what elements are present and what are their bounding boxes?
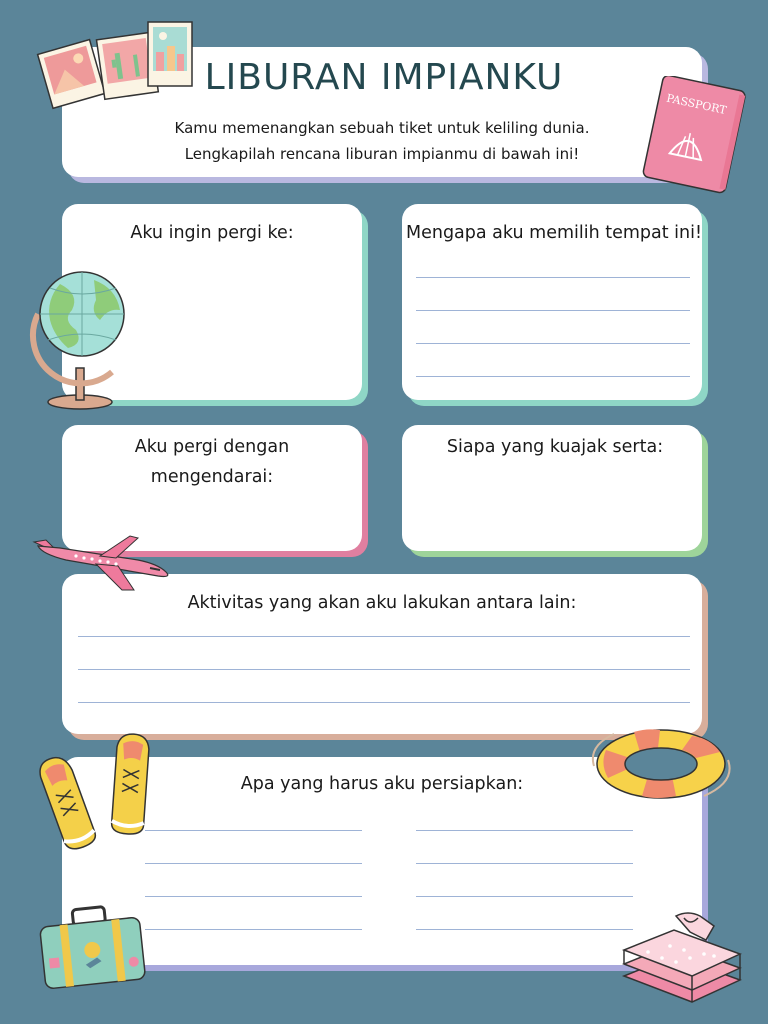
reason-label: Mengapa aku memilih tempat ini! [405,223,703,243]
lifebuoy-icon [586,720,736,808]
preparation-writing-line[interactable] [416,863,633,864]
preparation-writing-line[interactable] [145,896,362,897]
photo-polaroids-icon [36,18,196,110]
passport-icon [640,76,748,194]
reason-writing-line[interactable] [416,343,690,344]
sneakers-icon [36,730,160,854]
preparation-writing-line[interactable] [145,863,362,864]
preparation-writing-line[interactable] [145,929,362,930]
preparation-writing-line[interactable] [416,929,633,930]
preparation-writing-line[interactable] [145,830,362,831]
activities-label: Aktivitas yang akan aku lakukan antara lain: [187,593,577,613]
preparation-writing-line[interactable] [416,896,633,897]
reason-writing-line[interactable] [416,277,690,278]
transport-label: Aku pergi dengan mengendarai: [134,437,290,487]
suitcase-icon [36,904,148,990]
folded-clothes-icon [618,906,746,1006]
activities-writing-line[interactable] [78,702,690,703]
page-title: LIBURAN IMPIANKU [204,57,564,98]
companion-label: Siapa yang kuajak serta: [446,437,664,457]
reason-writing-line[interactable] [416,310,690,311]
preparation-writing-line[interactable] [416,830,633,831]
activities-writing-line[interactable] [78,636,690,637]
activities-writing-line[interactable] [78,669,690,670]
destination-label: Aku ingin pergi ke: [130,223,294,243]
reason-writing-line[interactable] [416,376,690,377]
globe-icon [20,264,140,412]
airplane-icon [26,520,174,596]
passport-text: PASSPORT [665,91,728,118]
preparation-label: Apa yang harus aku persiapkan: [240,774,524,794]
intro-line-2: Lengkapilah rencana liburan impianmu di bawah ini! [184,145,580,163]
intro-line-1: Kamu memenangkan sebuah tiket untuk keliling dunia. [174,119,590,137]
